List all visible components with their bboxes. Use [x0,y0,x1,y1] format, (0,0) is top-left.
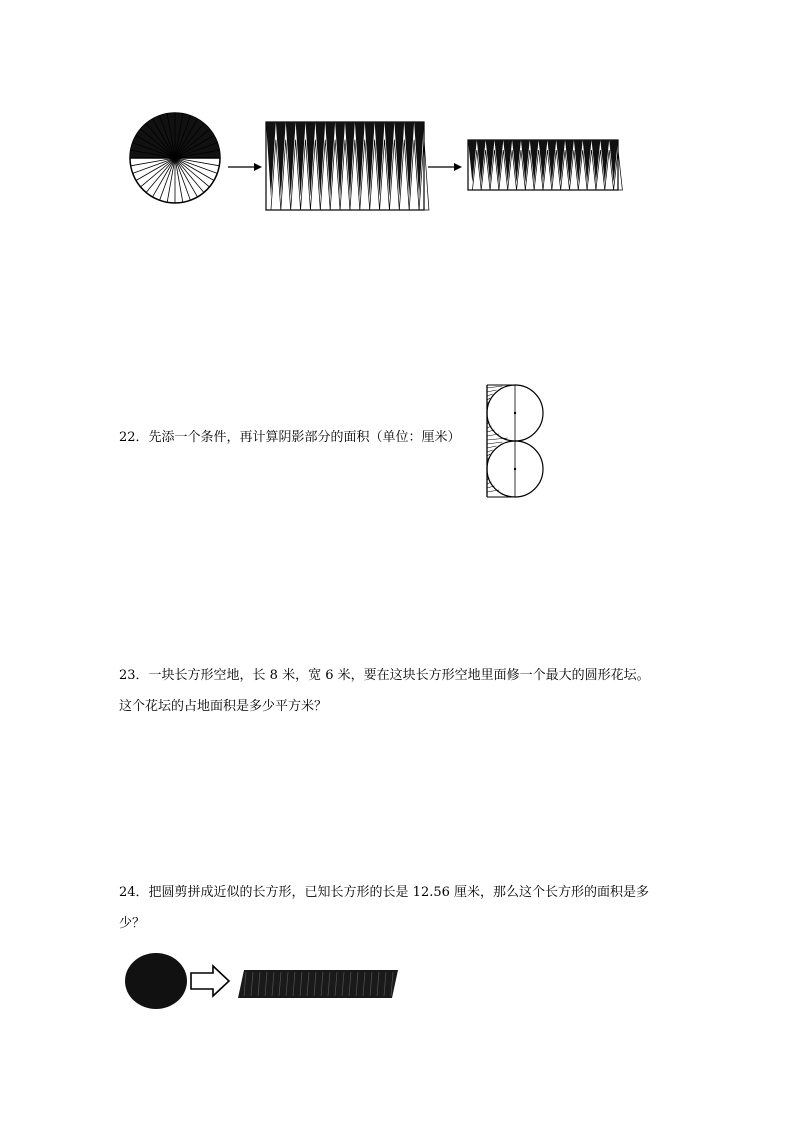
rearranged-sectors-large [266,122,429,210]
question-23-line-2: 这个花坛的占地面积是多少平方米？ [119,699,328,714]
hollow-arrow-right-icon [191,966,229,996]
circle-to-rectangle-figure [0,0,794,230]
arrow-right-icon [228,163,262,171]
question-24-line-1: 24．把圆剪拼成近似的长方形，已知长方形的长是 12.56 厘米，那么这个长方形的面积是多 [119,885,650,900]
question-23-line-1: 23．一块长方形空地，长 8 米，宽 6 米，要在这块长方形空地里面修一个最大的圆形花坛。 [119,668,650,683]
black-parallelogram [238,970,398,998]
black-circle [125,953,187,1009]
rearranged-sectors-small [468,140,622,190]
arrow-right-icon [428,163,462,171]
question-22-text: 22．先添一个条件，再计算阴影部分的面积（单位：厘米） [119,430,461,445]
shaded-region [487,385,515,497]
sector-circle [130,113,220,203]
question-24-line-2: 少？ [119,916,146,931]
